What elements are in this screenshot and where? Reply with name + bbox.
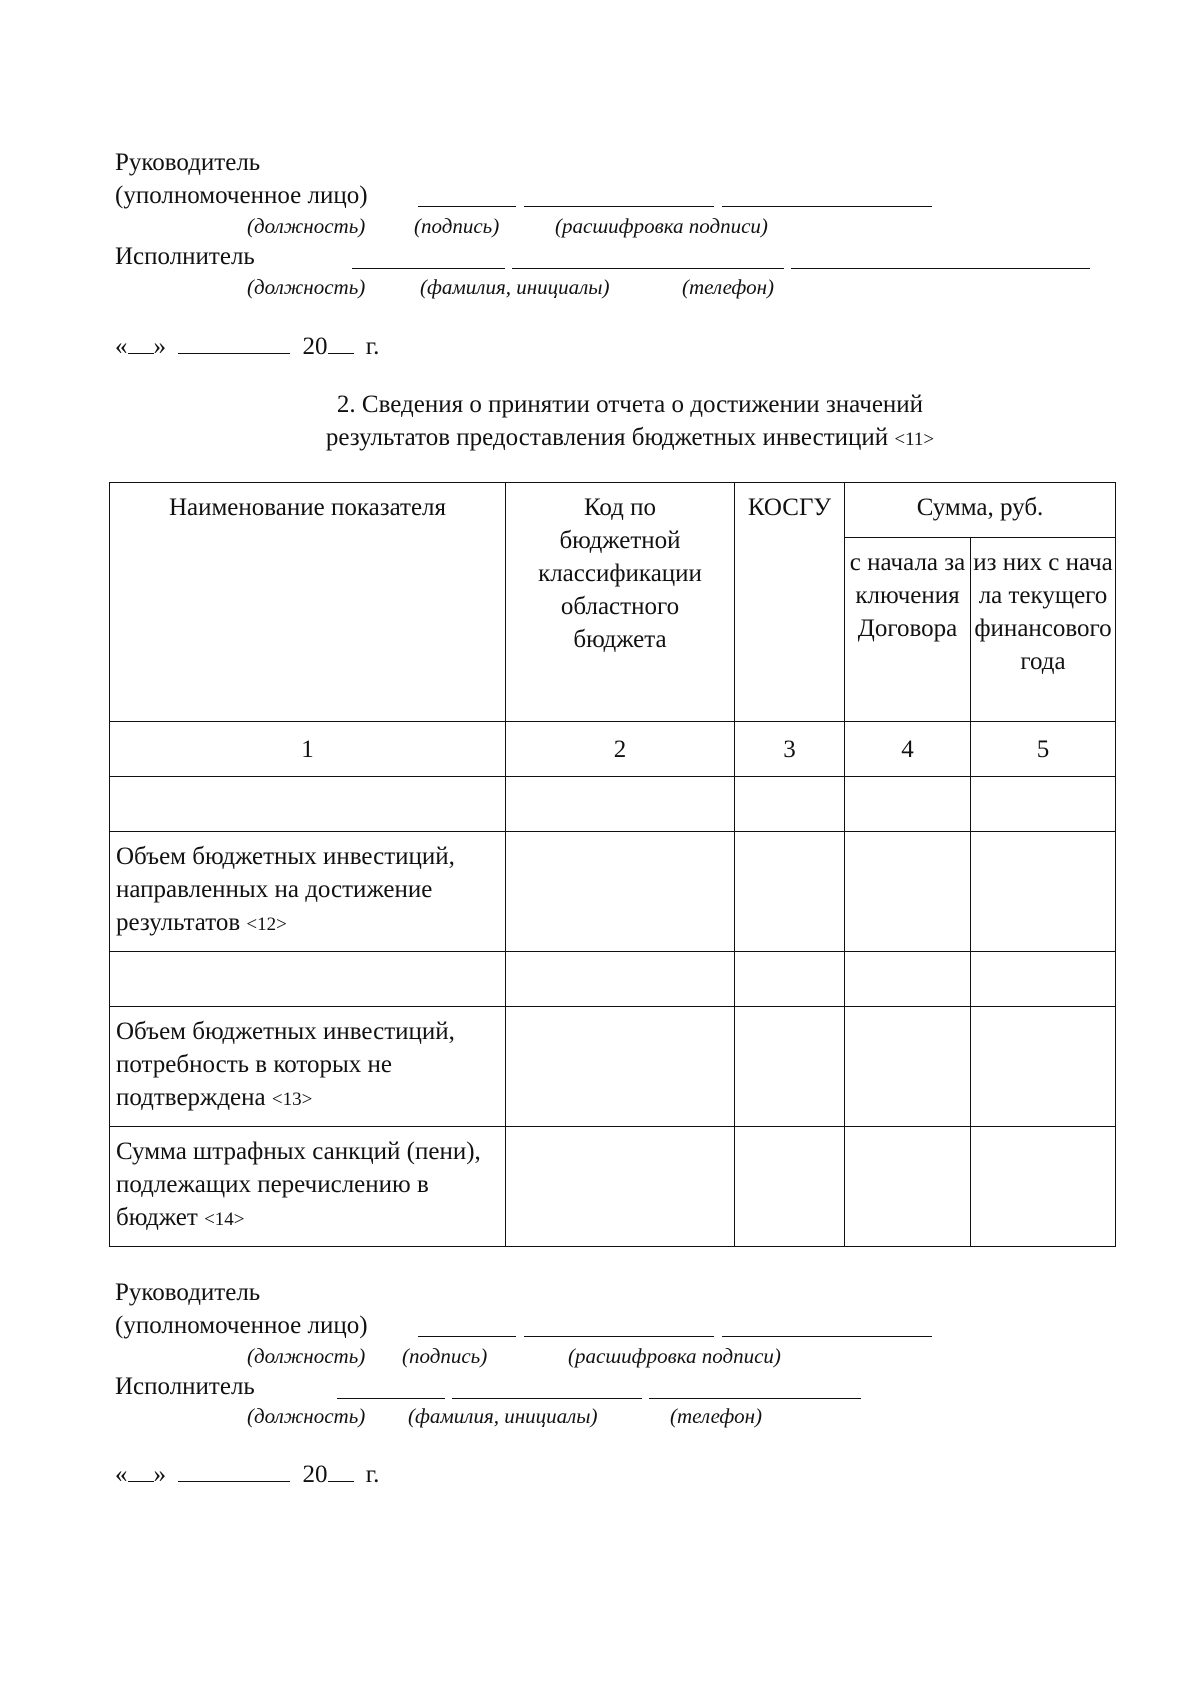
caption-executor-name-2: (фамилия, инициалы) [408,1404,598,1428]
authorized-person-label: (уполномоченное лицо) [115,182,368,209]
date-year-field[interactable] [328,353,354,354]
executor-phone-field[interactable] [791,268,1090,269]
executor-phone-field-2[interactable] [649,1398,861,1399]
date-quote-open: « [115,1461,128,1488]
header-budget-code: Код по бюджетной классификации областного бюджета [506,483,735,722]
date-day-field[interactable] [128,1481,154,1482]
cell-code[interactable] [506,832,735,952]
cell-kosgu[interactable] [735,952,845,1007]
caption-signature: (подпись) [414,214,500,238]
row-label-penalties [110,1127,506,1247]
cell-since-contract[interactable] [845,777,971,832]
cell-since-year[interactable] [971,832,1116,952]
cell-since-contract[interactable] [845,832,971,952]
date-year-suffix: г. [365,1461,380,1488]
cell-code[interactable] [506,952,735,1007]
executor-label: Исполнитель [115,243,255,270]
col-number-2: 2 [506,722,735,777]
cell-kosgu[interactable] [735,777,845,832]
footnote-ref-11: <11> [894,429,935,450]
date-year-field[interactable] [328,1481,354,1482]
table-row [110,1007,1116,1127]
date-year-prefix: 20 [302,333,328,360]
col-number-1: 1 [110,722,506,777]
caption-signature-decoding: (расшифровка подписи) [555,214,768,238]
caption-position-2: (должность) [247,1344,366,1368]
row-label-text: Сумма штрафных санкций (пени), подлежащих перечислению в бюджет [116,1138,481,1231]
executor-name-field[interactable] [512,268,784,269]
cell-code[interactable] [506,1007,735,1127]
cell-code[interactable] [506,1127,735,1247]
caption-position: (должность) [247,214,366,238]
row-label-text: Объем бюджетных инвестиций, направленных на достижение результатов [116,843,455,936]
row-label-unconfirmed-need [110,1007,506,1127]
row-label-investments-results [110,832,506,952]
executor-name-field-2[interactable] [452,1398,642,1399]
authorized-person-label-2: (уполномоченное лицо) [115,1312,368,1339]
cell-since-contract[interactable] [845,952,971,1007]
cell-since-year[interactable] [971,777,1116,832]
caption-executor-position-2: (должность) [247,1404,366,1428]
table-row [110,832,1116,952]
cell-kosgu[interactable] [735,1127,845,1247]
date-day-field[interactable] [128,353,154,354]
col-number-5: 5 [971,722,1116,777]
table-row [110,952,1116,1007]
date-year-prefix: 20 [302,1461,328,1488]
caption-executor-name: (фамилия, инициалы) [420,275,610,299]
section-title-text: результатов предоставления бюджетных инвестиций [325,424,889,451]
caption-executor-position: (должность) [247,275,366,299]
header-sum: Сумма, руб. [845,483,1116,538]
row-label-text: Объем бюджетных инвестиций, потребность в которых не подтверждена [116,1018,455,1111]
report-table [109,482,1116,1247]
signature-field-2[interactable] [524,1336,714,1337]
table-row [110,777,1116,832]
footnote-ref-13: <13> [271,1089,313,1110]
date-line-2 [115,1460,379,1490]
cell-kosgu[interactable] [735,1007,845,1127]
caption-executor-phone: (телефон) [682,275,774,299]
col-number-3: 3 [735,722,845,777]
date-month-field[interactable] [178,353,290,354]
head-label: Руководитель [115,149,261,176]
cell-since-year[interactable] [971,1127,1116,1247]
row-label [110,777,506,832]
col-number-4: 4 [845,722,971,777]
header-kosgu: КОСГУ [735,483,845,722]
header-indicator-name: Наименование показателя [110,483,506,722]
signature-decoding-field[interactable] [722,206,932,207]
date-line [115,332,379,362]
row-label [110,952,506,1007]
executor-position-field[interactable] [352,268,505,269]
cell-since-year[interactable] [971,952,1116,1007]
signature-field[interactable] [524,206,714,207]
date-quote-open: « [115,333,128,360]
signature-decoding-field-2[interactable] [722,1336,932,1337]
footnote-ref-12: <12> [246,914,287,935]
date-quote-close: » [153,1461,166,1488]
date-month-field[interactable] [178,1481,290,1482]
cell-kosgu[interactable] [735,832,845,952]
caption-executor-phone-2: (телефон) [670,1404,762,1428]
cell-since-year[interactable] [971,1007,1116,1127]
date-quote-close: » [153,333,166,360]
position-field[interactable] [418,206,516,207]
caption-signature-decoding-2: (расшифровка подписи) [568,1344,781,1368]
head-label-2: Руководитель [115,1279,261,1306]
section-title-line2 [0,423,1200,455]
position-field-2[interactable] [418,1336,516,1337]
cell-since-contract[interactable] [845,1127,971,1247]
date-year-suffix: г. [365,333,380,360]
executor-label-2: Исполнитель [115,1373,255,1400]
header-since-year: из них с начала текущего финансового года [971,538,1116,722]
section-title-line1: 2. Сведения о принятии отчета о достижении значений [336,391,924,418]
footnote-ref-14: <14> [204,1209,245,1230]
cell-since-contract[interactable] [845,1007,971,1127]
table-row [110,1127,1116,1247]
caption-signature-2: (подпись) [402,1344,488,1368]
cell-code[interactable] [506,777,735,832]
executor-position-field-2[interactable] [337,1398,445,1399]
header-since-contract: с начала заключения Договора [845,538,971,722]
